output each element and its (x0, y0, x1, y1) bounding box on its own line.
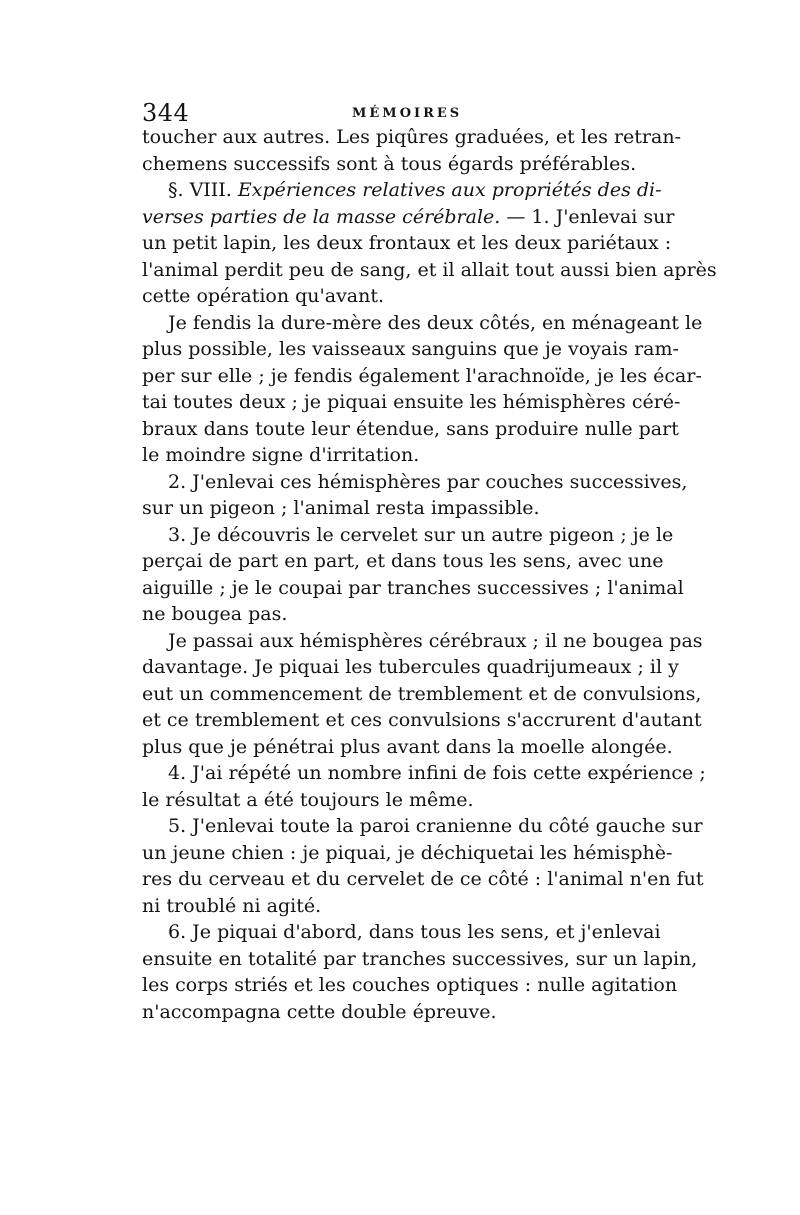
text-line: per sur elle ; je fendis également l'arachnoïde, je les écar- (142, 364, 702, 387)
section-heading-line (142, 177, 662, 204)
running-title: MÉMOIRES (352, 106, 463, 121)
text-line: le moindre signe d'irritation. (142, 444, 420, 466)
text-line: 3. Je découvris le cervelet sur un autre pigeon ; je le (168, 523, 674, 546)
paragraph-1-start: — 1. J'enlevai sur (500, 205, 675, 228)
text-line: plus que je pénétrai plus avant dans la moelle alongée. (142, 735, 673, 758)
text-line: ensuite en totalité par tranches successives, sur un lapin, (142, 947, 698, 970)
text-line: l'animal perdit peu de sang, et il allait tout aussi bien après (142, 258, 717, 281)
text-line: braux dans toute leur étendue, sans produire nulle part (142, 417, 679, 440)
text-line: Je fendis la dure-mère des deux côtés, en ménageant le (168, 311, 703, 334)
text-line: eut un commencement de tremblement et de convulsions, (142, 682, 702, 705)
text-line: plus possible, les vaisseaux sanguins que je voyais ram- (142, 338, 679, 360)
text-line: cette opération qu'avant. (142, 285, 385, 307)
text-line: un jeune chien : je piquai, je déchiquetai les hémisphè- (142, 841, 673, 864)
section-title-continued: verses parties de la masse cérébrale. (142, 205, 501, 228)
text-line: perçai de part en part, et dans tous les sens, avec une (142, 550, 664, 572)
text-line: 6. Je piquai d'abord, dans tous les sens, et j'enlevai (168, 921, 661, 943)
text-line: un petit lapin, les deux frontaux et les deux pariétaux : (142, 232, 672, 254)
text-line: Je passai aux hémisphères cérébraux ; il ne bougea pas (168, 629, 703, 652)
text-line: 5. J'enlevai toute la paroi cranienne du côté gauche sur (168, 815, 703, 837)
text-line: n'accompagna cette double épreuve. (142, 1000, 497, 1023)
text-line: aiguille ; je le coupai par tranches successives ; l'animal (142, 576, 684, 599)
text-line: et ce tremblement et ces convulsions s'accrurent d'autant (142, 709, 702, 731)
text-line: 2. J'enlevai ces hémisphères par couches successives, (168, 470, 688, 493)
section-title: Expériences relatives aux propriétés des di- (237, 179, 662, 201)
text-line: les corps striés et les couches optiques : nulle agitation (142, 974, 678, 996)
body-text (142, 124, 717, 1025)
text-line: sur un pigeon ; l'animal resta impassible. (142, 497, 540, 519)
text-line: chemens successifs sont à tous égards préférables. (142, 152, 637, 175)
page-number: 344 (142, 99, 190, 127)
text-line: ne bougea pas. (142, 603, 288, 625)
section-number: §. VIII. (168, 179, 238, 201)
text-line: toucher aux autres. Les piqûres graduées, et les retran- (142, 126, 681, 148)
text-line: 4. J'ai répété un nombre infini de fois cette expérience ; (168, 762, 706, 784)
text-line: le résultat a été toujours le même. (142, 788, 474, 811)
text-line: davantage. Je piquai les tubercules quadrijumeaux ; il y (142, 656, 679, 678)
text-line: res du cerveau et du cervelet de ce côté : l'animal n'en fut (142, 868, 704, 890)
section-heading-line (142, 204, 675, 231)
text-line: ni troublé ni agité. (142, 894, 322, 917)
text-line: tai toutes deux ; je piquai ensuite les hémisphères céré- (142, 391, 681, 413)
